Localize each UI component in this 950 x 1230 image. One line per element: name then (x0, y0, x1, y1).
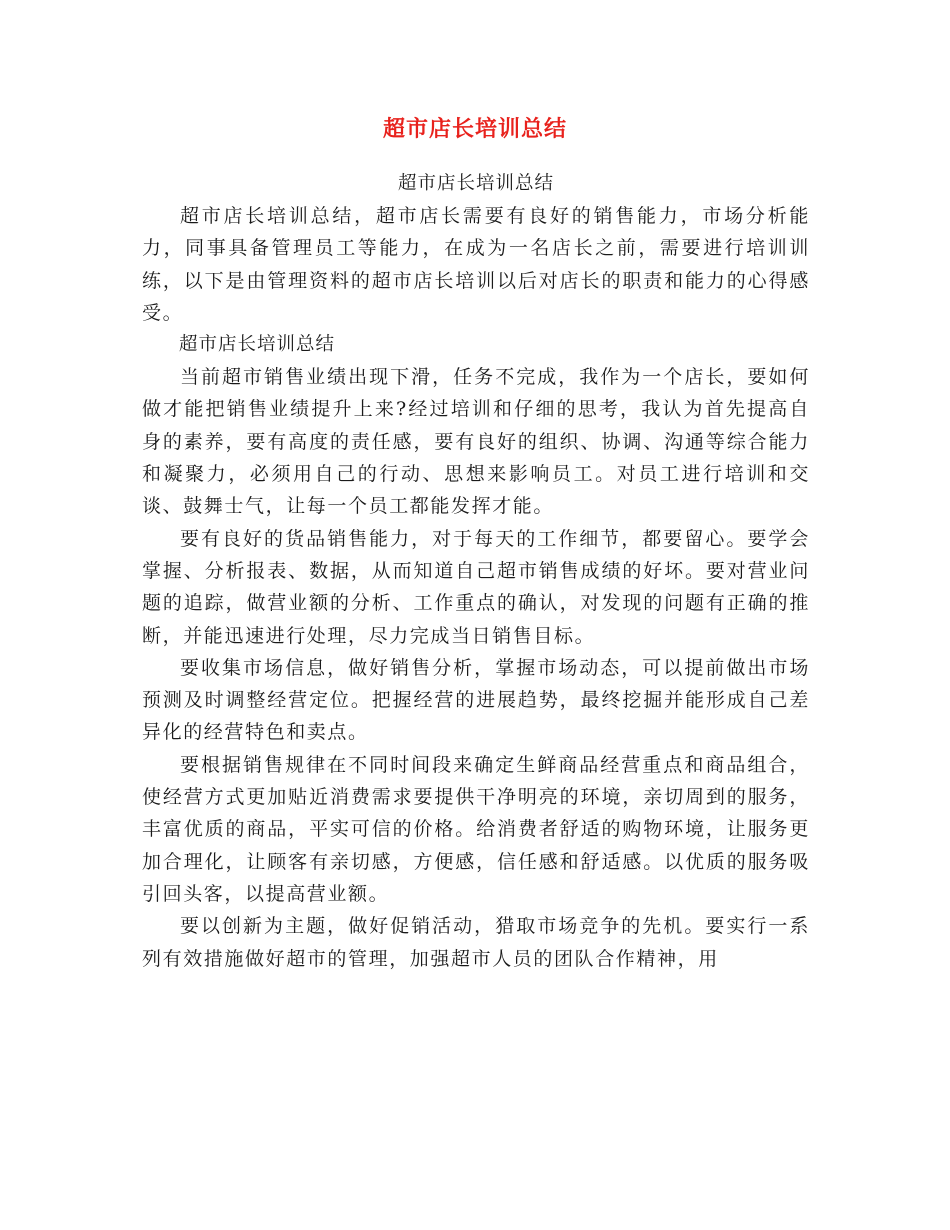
section-heading: 超市店长培训总结 (179, 334, 336, 356)
body-paragraph: 要根据销售规律在不同时间段来确定生鲜商品经营重点和商品组合，使经营方式更加贴近消费需求要提供干净明亮的环境，亲切周到的服务，丰富优质的商品，平实可信的价格。给消费者舒适的购物环境，让服务更加合理化，让顾客有亲切感，方便感，信任感和舒适感。以优质的服务吸引回头客，以提高营业额。 (142, 753, 810, 905)
body-paragraph: 要以创新为主题，做好促销活动，猎取市场竞争的先机。要实行一系列有效措施做好超市的管理，加强超市人员的团队合作精神，用 (142, 915, 810, 970)
intro-paragraph: 超市店长培训总结，超市店长需要有良好的销售能力，市场分析能力，同事具备管理员工等能力，在成为一名店长之前，需要进行培训训练，以下是由管理资料的超市店长培训以后对店长的职责和能力的心得感受。 (142, 205, 810, 324)
document-subtitle: 超市店长培训总结 (397, 173, 554, 194)
document-body (142, 168, 810, 975)
document-title: 超市店长培训总结 (382, 117, 567, 142)
body-paragraph: 要收集市场信息，做好销售分析，掌握市场动态，可以提前做出市场预测及时调整经营定位。把握经营的进展趋势，最终挖掘并能形成自己差异化的经营特色和卖点。 (142, 656, 810, 744)
body-paragraph: 当前超市销售业绩出现下滑，任务不完成，我作为一个店长，要如何做才能把销售业绩提升上来?经过培训和仔细的思考，我认为首先提高自身的素养，要有高度的责任感，要有良好的组织、协调、沟通等综合能力和凝聚力，必须用自己的行动、思想来影响员工。对员工进行培训和交谈、鼓舞士气，让每一个员工都能发挥才能。 (142, 366, 810, 518)
body-paragraph: 要有良好的货品销售能力，对于每天的工作细节，都要留心。要学会掌握、分析报表、数据，从而知道自己超市销售成绩的好坏。要对营业问题的追踪，做营业额的分析、工作重点的确认，对发现的问题有正确的推断，并能迅速进行处理，尽力完成当日销售目标。 (142, 527, 810, 647)
